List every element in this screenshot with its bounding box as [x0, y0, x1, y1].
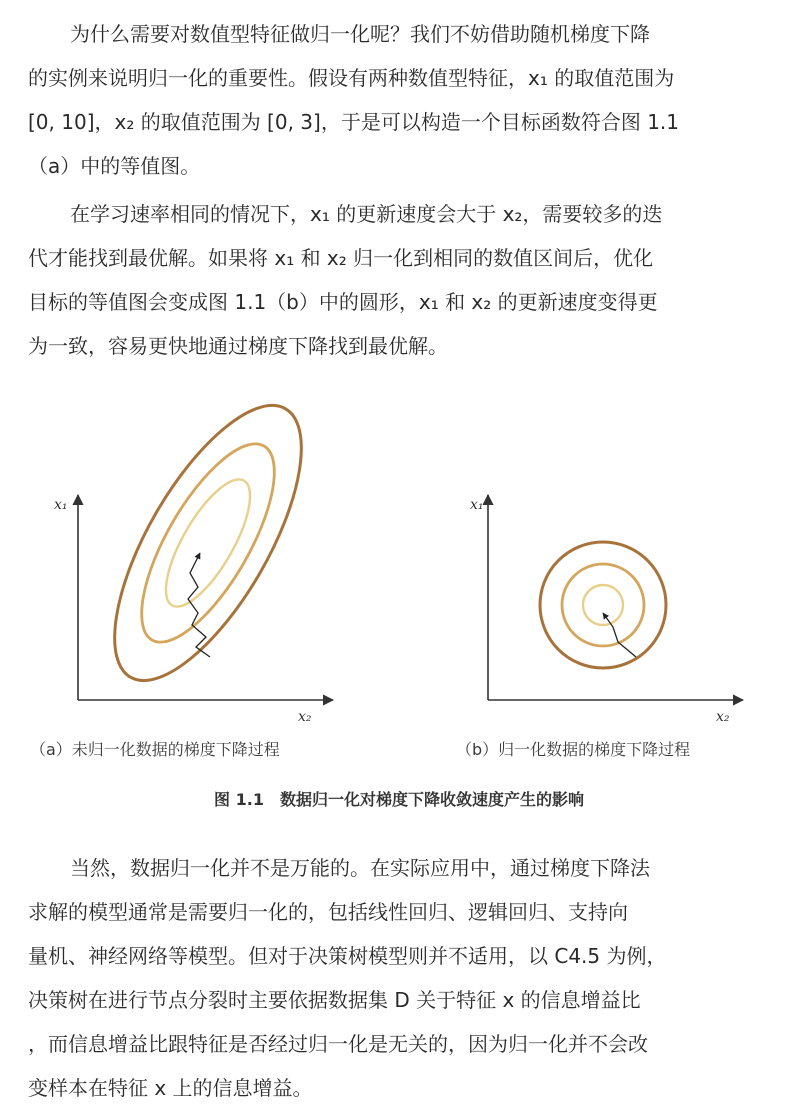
- text-line: 决策树在进行节点分裂时主要依据数据集 D 关于特征 x 的信息增益比: [28, 988, 641, 1012]
- gradient-path-zigzag: [188, 553, 210, 657]
- panel-b-caption: （b）归一化数据的梯度下降过程: [456, 740, 691, 759]
- text-line: 当然，数据归一化并不是万能的。在实际应用中，通过梯度下降法: [70, 856, 650, 880]
- text-line: （a）中的等值图。: [28, 154, 201, 178]
- panel-a-caption: （a）未归一化数据的梯度下降过程: [30, 740, 280, 759]
- contour-middle: [116, 426, 299, 661]
- text-line: 求解的模型通常是需要归一化的，包括线性回归、逻辑回归、支持向: [28, 900, 628, 924]
- text-line: 在学习速率相同的情况下，x₁ 的更新速度会大于 x₂，需要较多的迭: [70, 202, 663, 226]
- text-line: ，而信息增益比跟特征是否经过归一化是无关的，因为归一化并不会改: [28, 1032, 648, 1056]
- contour-inner: [150, 468, 265, 618]
- text-line: 为什么需要对数值型特征做归一化呢？我们不妨借助随机梯度下降: [70, 22, 650, 46]
- paragraph-decision-tree: [28, 846, 770, 1110]
- panel-b-diagram: [470, 495, 743, 725]
- figure-diagram: [28, 375, 770, 725]
- panel-a-x-axis-label: x₂: [298, 709, 312, 725]
- text-line: 目标的等值图会变成图 1.1（b）中的圆形，x₁ 和 x₂ 的更新速度变得更: [28, 290, 658, 314]
- text-line: 量机、神经网络等模型。但对于决策树模型则并不适用，以 C4.5 为例，: [28, 944, 667, 968]
- contour-inner: [583, 585, 623, 625]
- panel-a-y-axis-label: x₁: [54, 497, 68, 513]
- paragraph-intro: [28, 12, 770, 188]
- figure-title: 图 1.1 数据归一化对梯度下降收敛速度产生的影响: [214, 790, 584, 809]
- text-line: 为一致，容易更快地通过梯度下降找到最优解。: [28, 334, 448, 358]
- contour-outer: [79, 379, 338, 707]
- panel-a-diagram: [54, 379, 337, 725]
- figure-1-1: [28, 375, 770, 845]
- panel-b-y-axis-label: x₁: [470, 497, 484, 513]
- paragraph-learning-rate: [28, 192, 770, 368]
- text-line: 代才能找到最优解。如果将 x₁ 和 x₂ 归一化到相同的数值区间后，优化: [28, 246, 654, 270]
- text-line: 的实例来说明归一化的重要性。假设有两种数值型特征，x₁ 的取值范围为: [28, 66, 675, 90]
- panel-b-x-axis-label: x₂: [716, 709, 730, 725]
- contour-middle: [562, 564, 644, 646]
- contour-outer: [540, 542, 666, 668]
- text-line: 变样本在特征 x 上的信息增益。: [28, 1076, 313, 1100]
- text-line: [0, 10]，x₂ 的取值范围为 [0, 3]，于是可以构造一个目标函数符合图 1.1: [28, 110, 679, 134]
